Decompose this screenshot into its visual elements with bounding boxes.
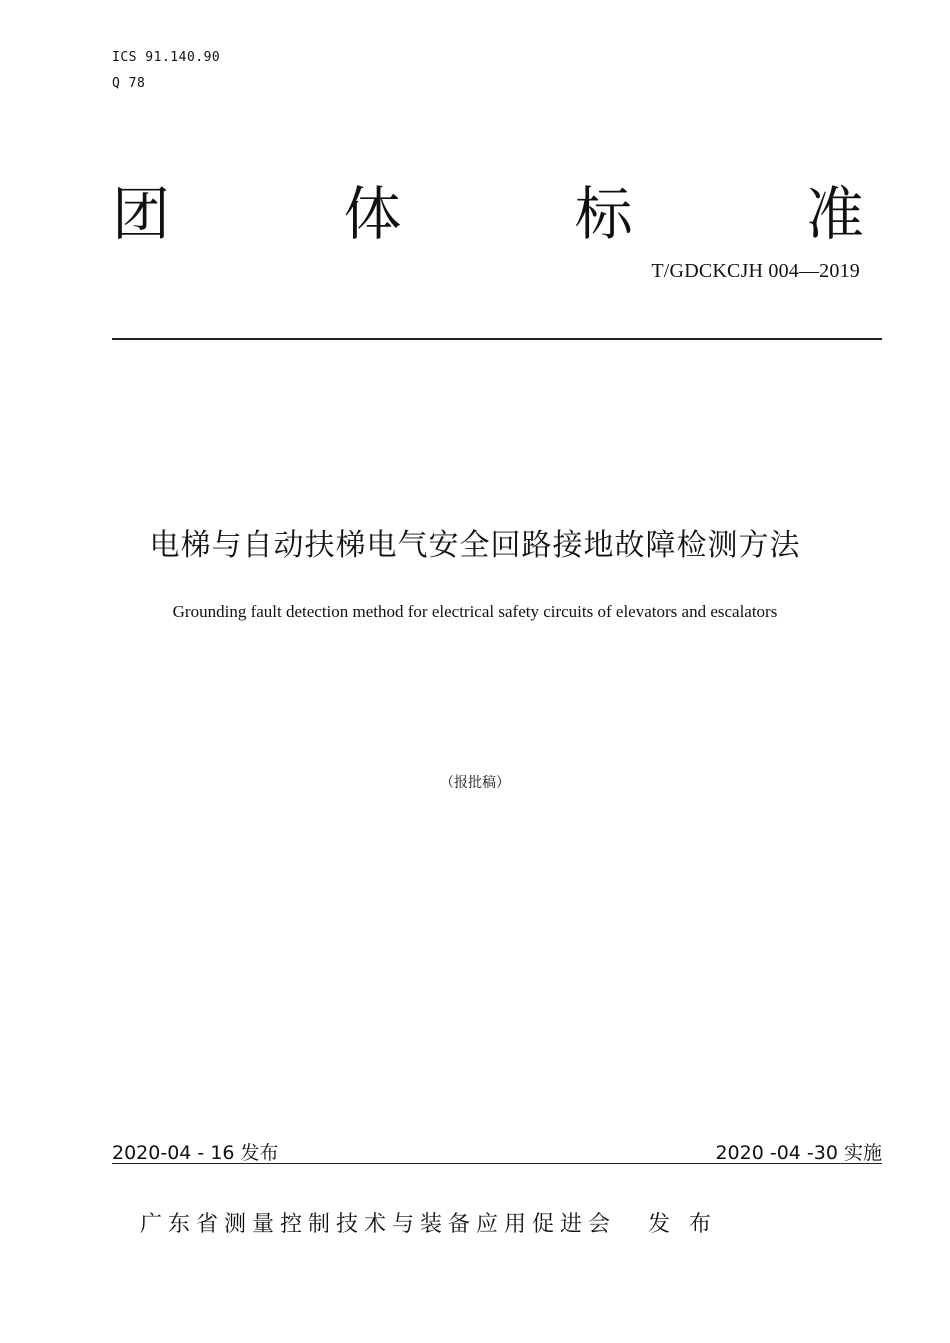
top-divider	[112, 338, 882, 340]
standard-type-char-3: 标	[574, 180, 633, 248]
issuer-action: 发 布	[648, 1212, 718, 1237]
issuer-name: 广东省测量控制技术与装备应用促进会	[140, 1212, 617, 1237]
standard-type-char-2: 体	[343, 180, 402, 248]
standard-type-char-4: 准	[805, 180, 864, 248]
publish-date: 2020-04 - 16 发布	[112, 1142, 279, 1164]
standard-code: T/GDCKCJH 004—2019	[651, 260, 860, 282]
standard-type-title	[112, 180, 864, 248]
document-title-english: Grounding fault detection method for electrical safety circuits of elevators and escalators	[172, 602, 778, 621]
implementation-date: 2020 -04 -30 实施	[715, 1142, 882, 1164]
bottom-divider	[112, 1163, 882, 1164]
standard-type-char-1: 团	[112, 180, 171, 248]
draft-status: （报批稿）	[440, 775, 510, 791]
ics-code: ICS 91.140.90	[112, 50, 221, 65]
document-title-chinese: 电梯与自动扶梯电气安全回路接地故障检测方法	[149, 528, 801, 563]
issuer-line	[140, 1207, 717, 1238]
ccs-code: Q 78	[112, 76, 146, 91]
